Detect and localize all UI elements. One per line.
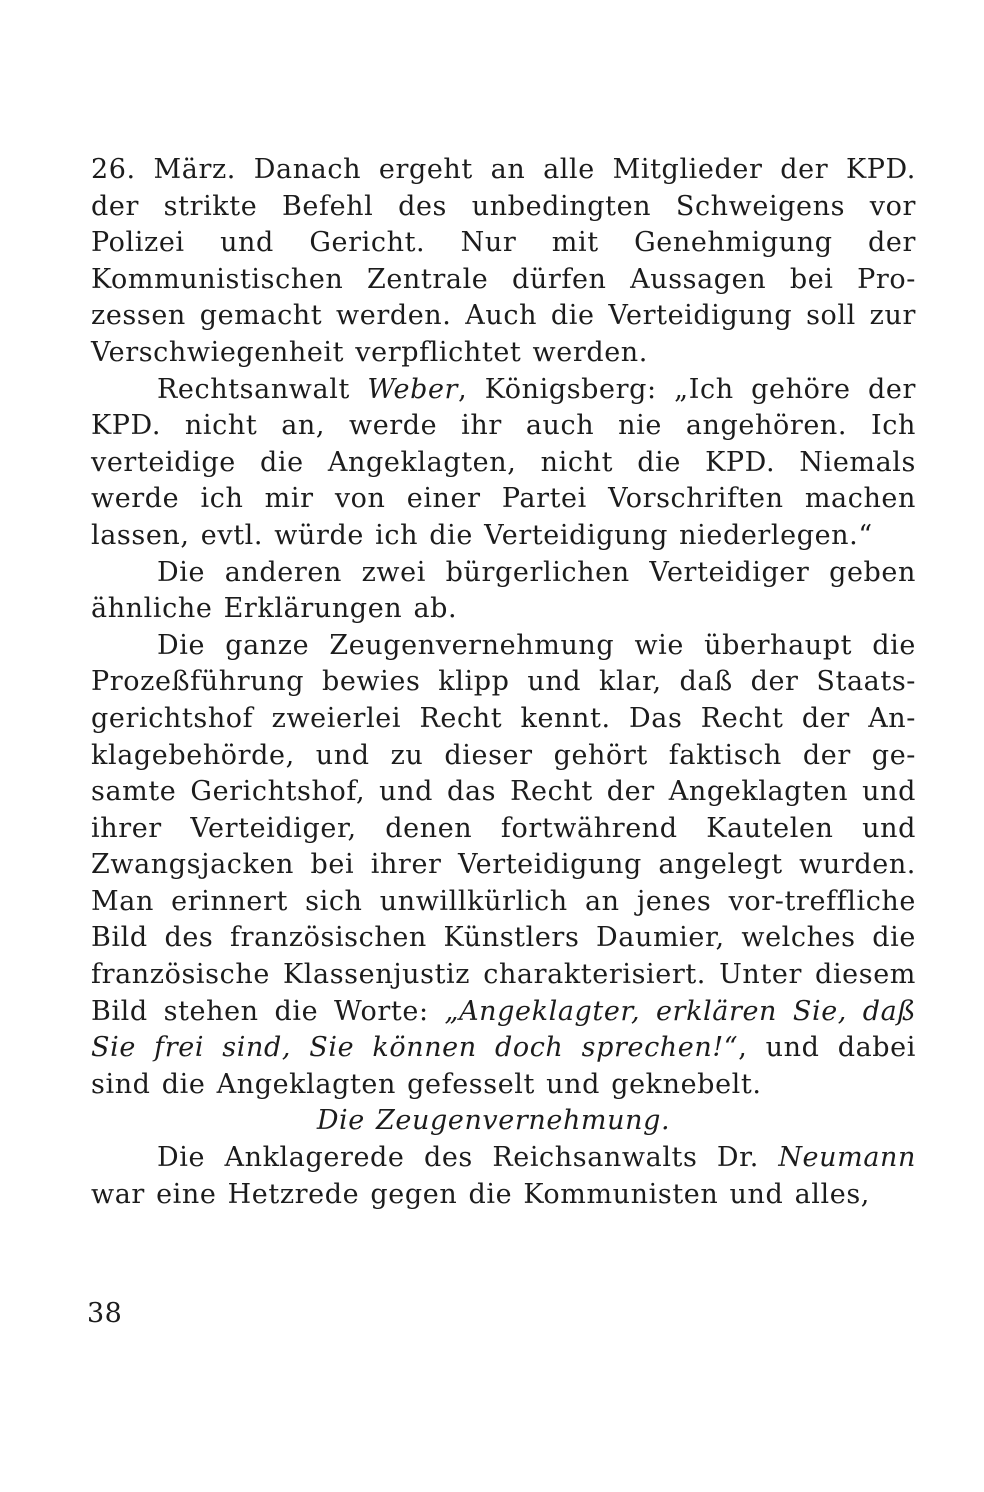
paragraph-2-text-end: , Königsberg: „Ich gehöre der KPD. nicht an, werde ihr auch nie angehören. Ich verteidige die Angeklagten, nicht die KPD. Niemals werde ich mir von einer Partei Vorschriften machen lassen, evtl. würde ich die Verteidigung niederlegen.“ (91, 373, 916, 551)
paragraph-4-text-end: , und dabei sind die Angeklagten gefesselt und geknebelt. (91, 1032, 916, 1100)
paragraph-5-italic-name: Neumann (778, 1142, 916, 1174)
page-number: 38 (87, 1298, 123, 1329)
page-body (91, 152, 916, 1213)
paragraph-4 (91, 628, 916, 1104)
paragraph-5 (91, 1140, 916, 1213)
paragraph-4-italic-quote: „Angeklagter, erklären Sie, daß Sie frei sind, Sie können doch sprechen!“ (91, 995, 917, 1064)
section-heading: Die Zeugenvernehmung. (316, 1105, 671, 1137)
paragraph-1: 26. März. Danach ergeht an alle Mitglieder der KPD. der strikte Befehl des unbedingten Schweigens vor Polizei und Gericht. Nur mit Genehmigung der Kommunistischen Zentrale dürfen Aussagen bei Pro-zessen gemacht werden. Auch die Verteidigung soll zur Verschwiegenheit verpflichtet werden. (91, 154, 916, 368)
paragraph-5-text-end: war eine Hetzrede gegen die Kommunisten und alles, (91, 1178, 870, 1210)
paragraph-2-italic-name: Weber (367, 373, 459, 405)
paragraph-4-text-start: Die ganze Zeugenvernehmung wie überhaupt die Prozeßführung bewies klipp und klar, daß der Staats-gerichtshof zweierlei Recht kennt. Das Recht der An-klagebehörde, und zu dieser gehört faktisch der ge-samte Gerichtshof, und das Recht der Angeklagten und ihrer Verteidiger, denen fortwährend Kautelen und Zwangsjacken bei ihrer Verteidigung angelegt wurden. Man erinnert sich unwillkürlich an jenes vor-treffliche Bild des französischen Künstlers Daumier, welches die französische Klassenjustiz charakterisiert. Unter diesem Bild stehen die Worte: (91, 629, 916, 1027)
paragraph-2 (91, 372, 916, 555)
paragraph-3: Die anderen zwei bürgerlichen Verteidiger geben ähnliche Erklärungen ab. (91, 556, 916, 625)
paragraph-5-text-start: Die Anklagerede des Reichsanwalts Dr. (157, 1142, 779, 1174)
paragraph-2-text-start: Rechtsanwalt (157, 373, 368, 405)
